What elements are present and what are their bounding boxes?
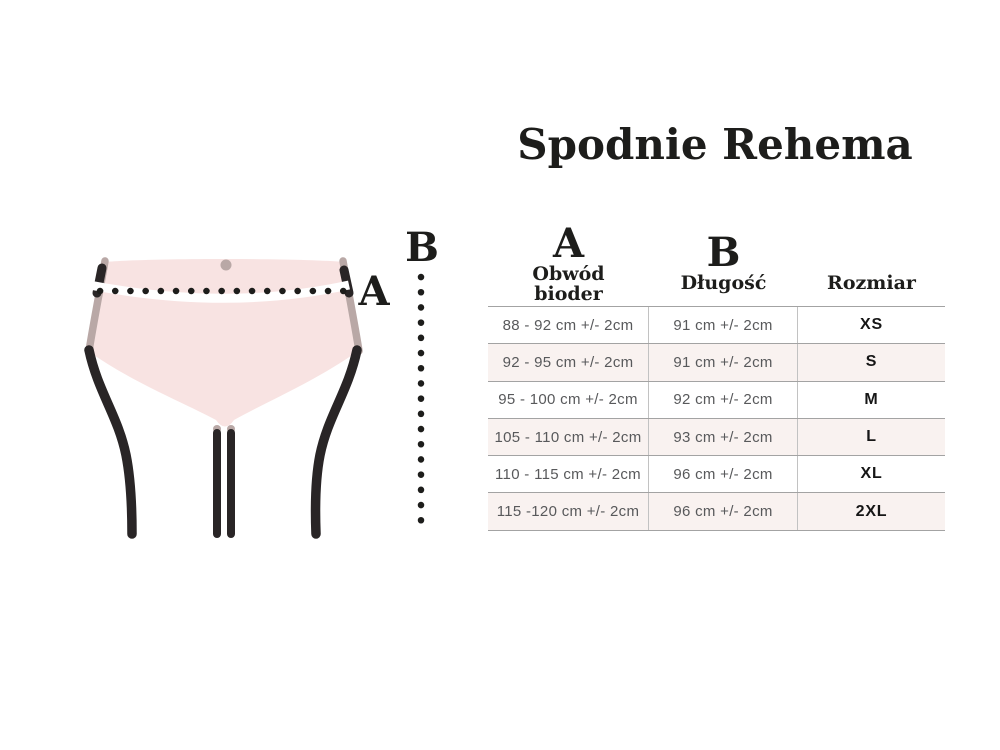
header-letter-b: B [706,229,741,276]
hip-value: 92 - 95 cm +/- 2cm [488,344,649,380]
page-title: Spodnie Rehema [517,120,913,169]
size-table-header [488,213,945,307]
length-value: 91 cm +/- 2cm [649,307,798,343]
pants-illustration [0,0,500,600]
header-size-label: Rozmiar [827,272,916,294]
size-value: XL [860,465,883,483]
length-value: 96 cm +/- 2cm [649,493,798,529]
header-length [649,213,798,306]
size-value: XS [860,316,883,334]
length-value: 96 cm +/- 2cm [649,456,798,492]
size-table [488,213,945,531]
table-row-xs [488,307,945,344]
measurement-label-a: A [358,268,390,315]
size-value: 2XL [855,502,888,520]
outer-leg-line-left [89,350,132,534]
table-row-l [488,419,945,456]
length-value: 92 cm +/- 2cm [649,382,798,418]
header-hip-circumference [488,213,649,306]
table-row-m [488,382,945,419]
header-hip-label-line1: Obwód [532,263,605,285]
hip-value: 88 - 92 cm +/- 2cm [488,307,649,343]
hip-value: 105 - 110 cm +/- 2cm [488,419,649,455]
header-letter-a: A [552,220,585,267]
garment-diagram [0,0,500,600]
size-value: M [864,390,879,408]
length-value: 93 cm +/- 2cm [649,419,798,455]
table-row-2xl [488,493,945,530]
header-hip-label-line2: bioder [534,283,603,305]
length-value: 91 cm +/- 2cm [649,344,798,380]
table-row-s [488,344,945,381]
garment-body-shape [88,259,358,427]
size-value: S [865,353,878,371]
header-length-label: Długość [680,272,767,294]
waist-button [221,260,232,271]
table-row-xl [488,456,945,493]
hip-value: 110 - 115 cm +/- 2cm [488,456,649,492]
outer-leg-line-right [315,350,357,534]
measurement-label-b: B [405,224,439,271]
size-value: L [866,428,877,446]
hip-value: 95 - 100 cm +/- 2cm [488,382,649,418]
header-size [798,213,945,306]
hip-value: 115 -120 cm +/- 2cm [488,493,649,529]
